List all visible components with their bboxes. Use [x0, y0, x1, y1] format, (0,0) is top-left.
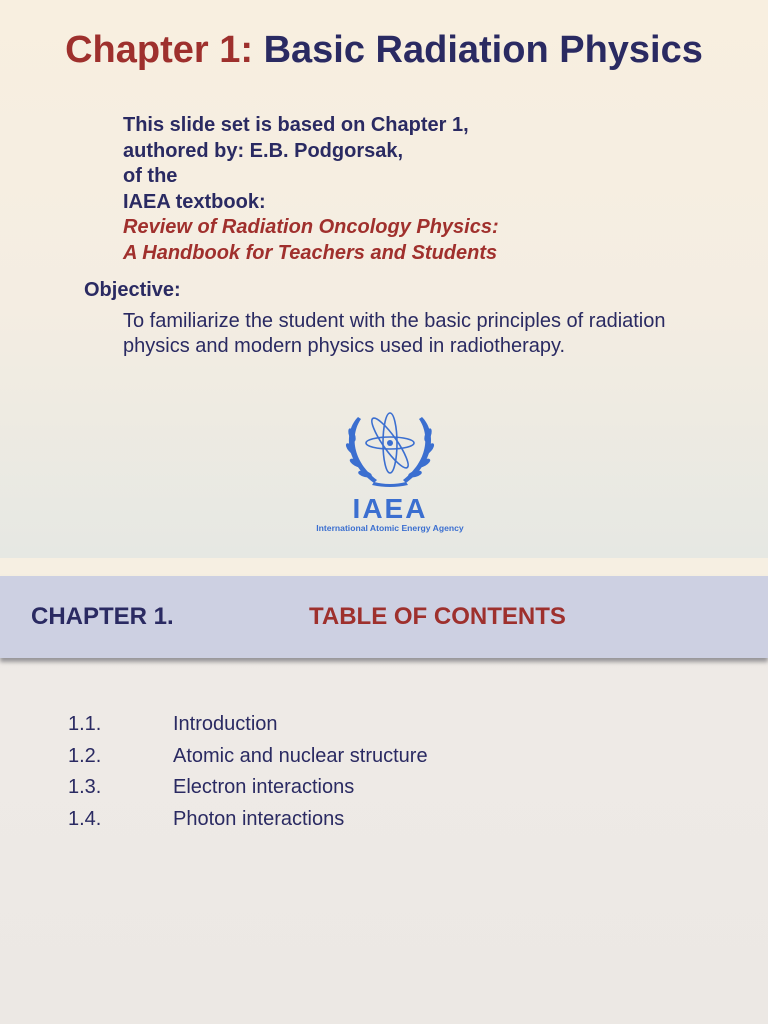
intro-line: This slide set is based on Chapter 1,: [123, 114, 469, 136]
toc-item-label: Photon interactions: [173, 807, 345, 830]
intro-line: IAEA textbook:: [123, 190, 266, 213]
atom-laurel-icon: [300, 405, 480, 493]
toc-list: [0, 708, 768, 834]
logo-subtitle: International Atomic Energy Agency: [316, 523, 464, 533]
slide-title: [0, 28, 768, 72]
objective-label: Objective:: [84, 279, 181, 301]
iaea-logo: [300, 405, 480, 540]
toc-item: [0, 803, 768, 835]
toc-chapter-label: CHAPTER 1.: [31, 603, 174, 630]
slide-title-text: Basic Radiation Physics: [263, 29, 703, 71]
toc-item-number: 1.4.: [68, 807, 102, 830]
slide-2: [0, 576, 768, 1024]
intro-text: [123, 113, 743, 266]
toc-item-number: 1.1.: [68, 713, 102, 735]
toc-item-label: Introduction: [173, 713, 278, 735]
toc-header: [0, 576, 768, 658]
toc-item: [0, 771, 768, 803]
toc-item-number: 1.3.: [68, 776, 102, 798]
intro-line: authored by: E.B. Podgorsak,: [123, 139, 404, 162]
slide-title-chapter: Chapter 1:: [65, 29, 254, 71]
logo-name: IAEA: [352, 493, 428, 524]
book-title-line: A Handbook for Teachers and Students: [123, 241, 498, 264]
objective-text: To familiarize the student with the basic principles of radiation physics and modern physics used in radiotherapy.: [123, 310, 666, 357]
toc-item: [0, 708, 768, 740]
toc-item-number: 1.2.: [68, 744, 102, 767]
toc-item-label: Electron interactions: [173, 776, 355, 798]
book-title-line: Review of Radiation Oncology Physics:: [123, 216, 499, 238]
intro-line: of the: [123, 165, 178, 187]
toc-title: TABLE OF CONTENTS: [309, 603, 566, 630]
toc-item-label: Atomic and nuclear structure: [173, 744, 428, 767]
toc-item: [0, 740, 768, 772]
